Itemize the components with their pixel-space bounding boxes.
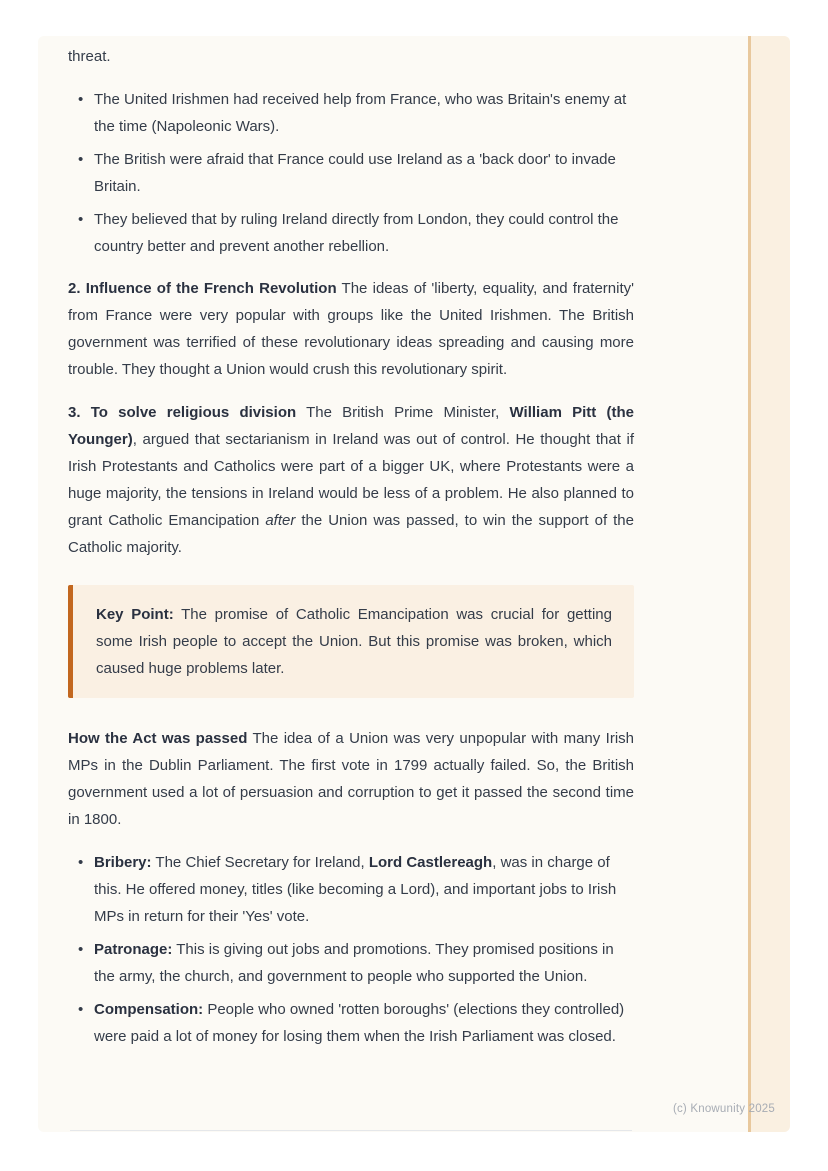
bullet-text: This is giving out jobs and promotions. They promised positions in the army, the church, and government to people who supported the Union. <box>94 941 614 985</box>
document-content <box>38 36 634 1050</box>
copyright-watermark: (c) Knowunity 2025 <box>672 1103 775 1115</box>
paragraph-french-revolution <box>68 275 634 383</box>
document-page <box>38 36 790 1132</box>
list-item-compensation <box>78 996 634 1050</box>
bullet-label: Patronage: <box>94 941 173 958</box>
list-item: • The United Irishmen had received help from France, who was Britain's enemy at the time (Napoleonic Wars). <box>78 86 634 140</box>
paragraph-fragment-threat: threat. <box>68 48 111 65</box>
paragraph-text: the Union was passed, to win the support of the Catholic majority. <box>68 512 634 556</box>
key-point-callout <box>68 585 634 698</box>
paragraph-religious-division <box>68 399 634 561</box>
section-divider <box>70 1130 632 1131</box>
bold-lord-castlereagh: Lord Castlereagh <box>368 854 493 871</box>
paragraph-how-act-passed <box>68 725 634 833</box>
list-item-patronage <box>78 936 634 990</box>
page-edge-strip <box>748 36 790 1132</box>
bullet-text: The Chief Secretary for Ireland, <box>151 854 369 871</box>
bullet-list-methods <box>68 849 634 1050</box>
bullet-label: Bribery: <box>94 854 152 871</box>
key-point-text: The promise of Catholic Emancipation was crucial for getting some Irish people to accept the Union. But this promise was broken, which caused huge problems later. <box>96 606 612 677</box>
bullet-list-reasons <box>68 86 634 260</box>
list-item-bribery <box>78 849 634 930</box>
italic-after: after <box>265 512 296 529</box>
key-point-label: Key Point: <box>96 606 174 623</box>
list-item: • The British were afraid that France could use Ireland as a 'back door' to invade Britain. <box>78 146 634 200</box>
inline-heading-religious-division: 3. To solve religious division <box>68 404 297 421</box>
bold-william-pitt: William Pitt (the Younger) <box>68 404 635 448</box>
inline-heading-how-act-passed: How the Act was passed <box>68 730 248 747</box>
paragraph-text: The British Prime Minister, <box>296 404 510 421</box>
paragraph-text: , argued that sectarianism in Ireland was out of control. He thought that if Irish Protestants and Catholics were part of a bigger UK, where Protestants were a huge majority, the tensions in Ireland would be less of a problem. He also planned to grant Catholic Emancipation <box>68 431 634 529</box>
paragraph-text: The idea of a Union was very unpopular with many Irish MPs in the Dublin Parliament. The first vote in 1799 actually failed. So, the British government used a lot of persuasion and corruption to get it passed the second time in 1800. <box>68 730 634 828</box>
bullet-text: , was in charge of this. He offered money, titles (like becoming a Lord), and important jobs to Irish MPs in return for their 'Yes' vote. <box>94 854 617 925</box>
inline-heading-french-revolution: 2. Influence of the French Revolution <box>68 280 337 297</box>
list-item: • They believed that by ruling Ireland directly from London, they could control the country better and prevent another rebellion. <box>78 206 634 260</box>
bullet-label: Compensation: <box>94 1001 204 1018</box>
bullet-text: People who owned 'rotten boroughs' (elections they controlled) were paid a lot of money for losing them when the Irish Parliament was closed. <box>94 1001 625 1045</box>
paragraph-text: The ideas of 'liberty, equality, and fraternity' from France were very popular with groups like the United Irishmen. The British government was terrified of these revolutionary ideas spreading and causing more trouble. They thought a Union would crush this revolutionary spirit. <box>68 280 635 378</box>
